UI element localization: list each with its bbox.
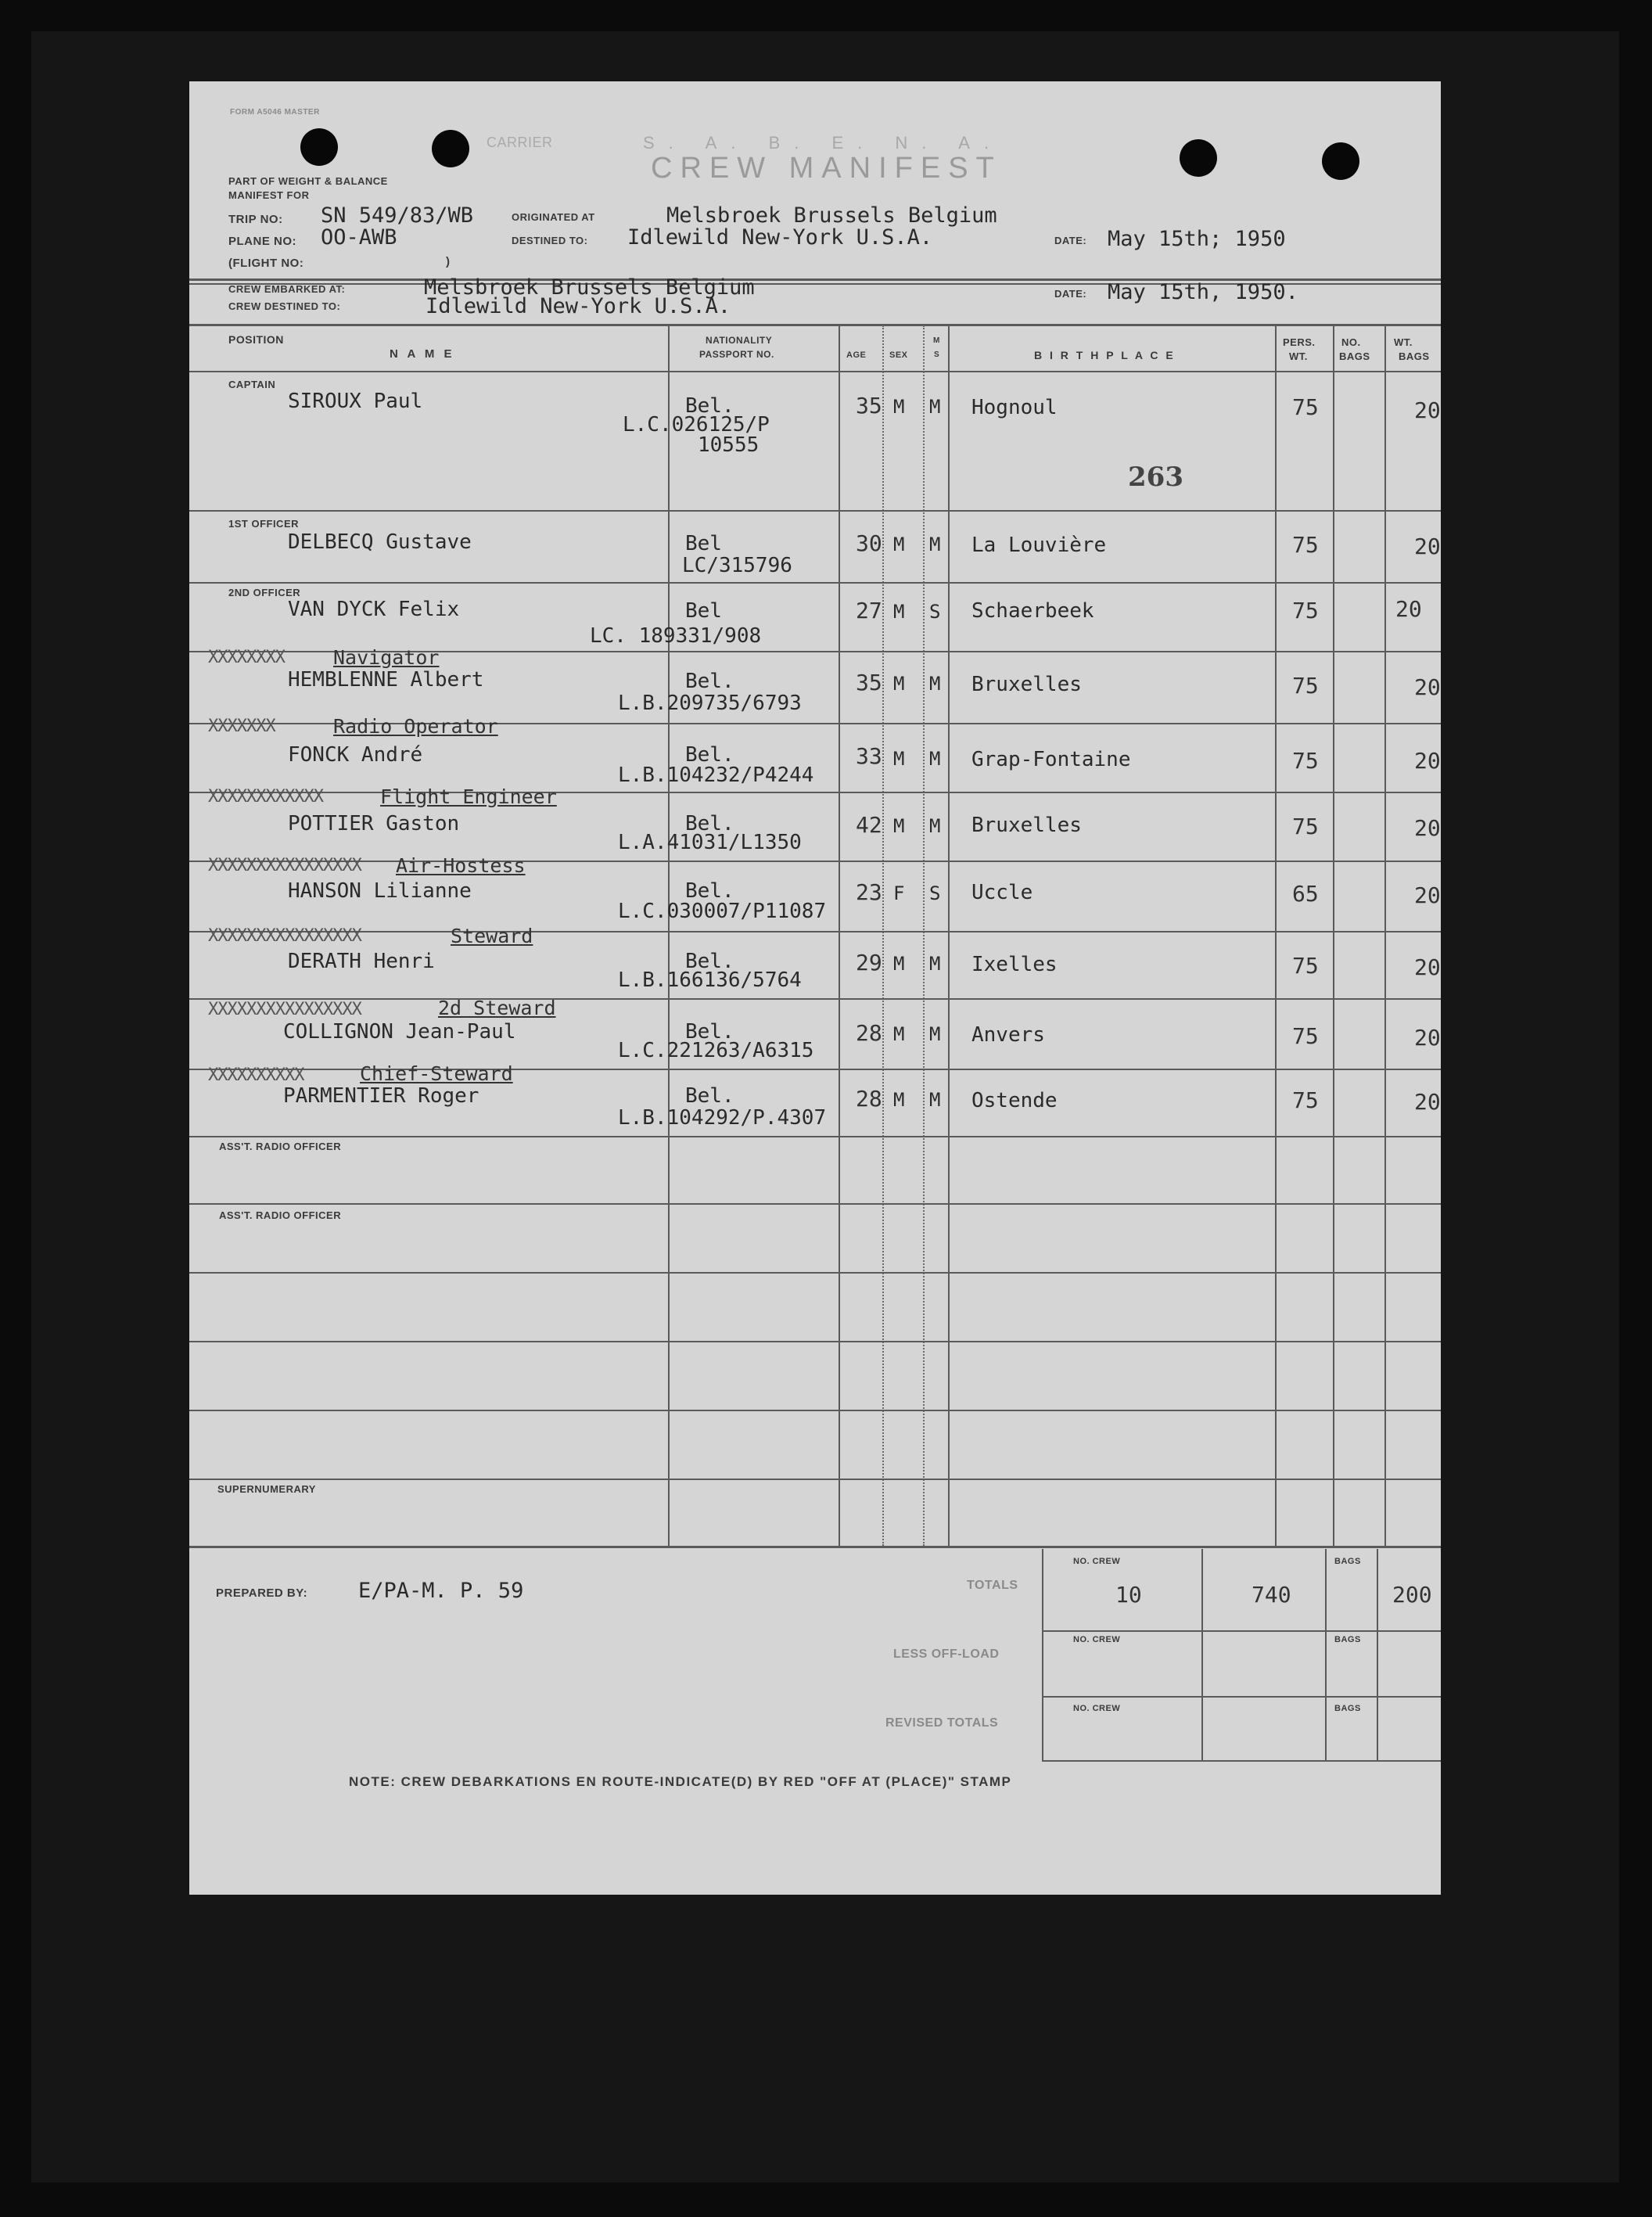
crew-destined-label: CREW DESTINED TO:	[228, 300, 341, 312]
nationality: Bel	[685, 532, 722, 555]
bags-label: BAGS	[1334, 1557, 1361, 1566]
nationality: Bel.	[685, 950, 734, 973]
row-rule	[189, 861, 1441, 862]
row-rule	[189, 792, 1441, 793]
passport: L.B.104292/P.4307	[618, 1106, 827, 1130]
trip-label: TRIP NO:	[228, 213, 283, 226]
date-value: May 15th; 1950	[1108, 227, 1286, 251]
totals-divider	[1325, 1549, 1327, 1760]
role-title: Radio Operator	[333, 715, 498, 738]
asst-radio-officer-label-2: ASS'T. RADIO OFFICER	[219, 1209, 342, 1221]
totals-label: TOTALS	[967, 1579, 1018, 1592]
row-rule	[189, 1479, 1441, 1480]
marital-status: M	[929, 534, 941, 555]
punch-hole	[1180, 139, 1217, 177]
col-birthplace: B I R T H P L A C E	[1034, 349, 1176, 361]
totals-rule	[1042, 1760, 1441, 1762]
passport: L.B.104232/P4244	[618, 764, 814, 787]
birthplace: Hognoul	[971, 396, 1058, 419]
age: 28	[856, 1020, 882, 1046]
passport: L.C.030007/P11087	[618, 900, 827, 923]
col-divider	[668, 325, 670, 1546]
birthplace: La Louvière	[971, 534, 1107, 557]
originated-label: ORIGINATED AT	[512, 211, 595, 223]
nationality: Bel	[685, 599, 722, 623]
bags-label: BAGS	[1334, 1635, 1361, 1644]
role-title: 2d Steward	[438, 997, 556, 1019]
bag-weight: 20	[1414, 815, 1441, 841]
struck-text: XXXXXXXXXXXX	[208, 787, 323, 807]
prepared-by-value: E/PA-M. P. 59	[358, 1579, 524, 1603]
marital-status: M	[929, 815, 941, 837]
col-passport: PASSPORT NO.	[699, 349, 774, 360]
birthplace: Grap-Fontaine	[971, 748, 1131, 771]
sex: M	[893, 396, 905, 418]
pers-weight: 75	[1292, 673, 1319, 699]
col-divider	[1275, 325, 1277, 1546]
col-name: N A M E	[390, 347, 455, 361]
col-wt-bags2: BAGS	[1399, 350, 1430, 362]
marital-status: M	[929, 673, 941, 695]
row-rule	[189, 1410, 1441, 1411]
col-pers-wt: WT.	[1289, 350, 1308, 362]
age: 30	[856, 530, 882, 556]
passport: L.C.026125/P	[623, 413, 770, 437]
crew-destined-value: Idlewild New-York U.S.A.	[426, 294, 731, 318]
role-title: Navigator	[333, 646, 440, 669]
role-title: Air-Hostess	[396, 854, 526, 877]
nationality: Bel.	[685, 879, 734, 903]
col-nationality: NATIONALITY	[706, 335, 773, 346]
age: 23	[856, 879, 882, 905]
marital-status: M	[929, 396, 941, 418]
nationality: Bel.	[685, 743, 734, 767]
col-sex: SEX	[889, 350, 908, 360]
totals-divider	[1377, 1549, 1378, 1760]
col-no-bags2: BAGS	[1339, 350, 1370, 362]
role-label: CAPTAIN	[228, 379, 276, 390]
col-ms-s: S	[934, 350, 940, 359]
row-rule	[189, 1272, 1441, 1274]
col-no-bags: NO.	[1341, 336, 1361, 348]
crew-name: FONCK André	[288, 743, 423, 767]
row-rule	[189, 1341, 1441, 1342]
sex: M	[893, 1023, 905, 1045]
stamp-number: 263	[1128, 462, 1183, 493]
totals-rule	[1042, 1696, 1441, 1698]
pers-weight: 75	[1292, 598, 1319, 623]
birthplace: Anvers	[971, 1023, 1045, 1047]
age: 35	[856, 670, 882, 695]
totals-divider	[1201, 1549, 1203, 1760]
crew-name: HEMBLENNE Albert	[288, 668, 484, 692]
passport: L.B.166136/5764	[618, 968, 802, 992]
sex: M	[893, 1089, 905, 1111]
nationality: Bel.	[685, 812, 734, 835]
less-offload-label: LESS OFF-LOAD	[893, 1647, 1000, 1661]
sex: M	[893, 534, 905, 555]
punch-hole	[432, 130, 469, 167]
crew-name: PARMENTIER Roger	[283, 1084, 479, 1108]
row-rule	[189, 510, 1441, 512]
col-age: AGE	[846, 350, 867, 360]
total-crew-count: 10	[1115, 1582, 1142, 1608]
header-bottom-rule	[189, 371, 1441, 372]
trip-number: SN 549/83/WB	[321, 203, 474, 228]
struck-text: XXXXXXX	[208, 717, 275, 736]
marital-status: S	[929, 882, 941, 904]
col-position: POSITION	[228, 333, 284, 346]
punch-hole	[1322, 142, 1359, 180]
role-label: 2ND OFFICER	[228, 587, 301, 598]
passport: L.A.41031/L1350	[618, 831, 802, 854]
role-label: 1ST OFFICER	[228, 518, 300, 530]
part-of-label: PART OF WEIGHT & BALANCE	[228, 175, 388, 187]
col-divider	[839, 325, 840, 1546]
sex: F	[893, 882, 905, 904]
col-wt-bags: WT.	[1394, 336, 1413, 348]
total-weight: 740	[1252, 1582, 1291, 1608]
passport: LC. 189331/908	[590, 624, 762, 648]
bags-label: BAGS	[1334, 1704, 1361, 1713]
date2-label: DATE:	[1054, 288, 1087, 300]
carrier-label: CARRIER	[487, 135, 553, 150]
age: 33	[856, 743, 882, 769]
pers-weight: 75	[1292, 1023, 1319, 1049]
originated-value: Melsbroek Brussels Belgium	[666, 203, 997, 228]
pers-weight: 75	[1292, 953, 1319, 979]
totals-divider	[1042, 1549, 1043, 1760]
sex: M	[893, 953, 905, 975]
manifest-title: CREW MANIFEST	[651, 152, 1002, 185]
plane-label: PLANE NO:	[228, 235, 296, 248]
passport: L.B.209735/6793	[618, 692, 802, 715]
crew-name: POTTIER Gaston	[288, 812, 460, 835]
col-divider	[1384, 325, 1386, 1546]
row-rule	[189, 582, 1441, 584]
crew-name: HANSON Lilianne	[288, 879, 472, 903]
plane-number: OO-AWB	[321, 225, 397, 250]
pers-weight: 75	[1292, 394, 1319, 420]
table-top-rule	[189, 324, 1441, 326]
nationality: Bel.	[685, 1084, 734, 1108]
marital-status: M	[929, 1023, 941, 1045]
sex: M	[893, 673, 905, 695]
bag-weight: 20	[1414, 1025, 1441, 1051]
supernumerary-label: SUPERNUMERARY	[217, 1483, 316, 1495]
sex: M	[893, 815, 905, 837]
age: 42	[856, 812, 882, 838]
nationality: Bel.	[685, 394, 734, 418]
birthplace: Ixelles	[971, 953, 1058, 976]
note: NOTE: CREW DEBARKATIONS EN ROUTE-INDICATE(D) BY RED "OFF AT (PLACE)" STAMP	[349, 1774, 1012, 1789]
row-rule	[189, 998, 1441, 1000]
crew-name: DERATH Henri	[288, 950, 435, 973]
date-label: DATE:	[1054, 235, 1087, 246]
flight-label: (FLIGHT NO:	[228, 257, 304, 270]
marital-status: M	[929, 748, 941, 770]
revised-totals-label: REVISED TOTALS	[885, 1716, 999, 1730]
flight-close: )	[446, 255, 451, 268]
bag-weight: 20	[1414, 882, 1441, 908]
passport: L.C.221263/A6315	[618, 1039, 814, 1062]
marital-status: M	[929, 953, 941, 975]
age: 29	[856, 950, 882, 976]
pers-weight: 75	[1292, 814, 1319, 839]
sex: M	[893, 748, 905, 770]
crew-name: COLLIGNON Jean-Paul	[283, 1020, 516, 1044]
crew-name: VAN DYCK Felix	[288, 598, 460, 621]
col-divider	[882, 325, 884, 1546]
manifest-for-label: MANIFEST FOR	[228, 189, 310, 201]
bag-weight: 20	[1414, 534, 1441, 559]
crew-manifest-sheet	[189, 81, 1441, 1895]
no-crew-label: NO. CREW	[1073, 1635, 1121, 1644]
embarked-label: CREW EMBARKED AT:	[228, 283, 346, 295]
destined-label: DESTINED TO:	[512, 235, 588, 246]
pers-weight: 75	[1292, 1087, 1319, 1113]
bag-weight: 20	[1414, 397, 1441, 423]
table-bottom-rule	[189, 1546, 1441, 1548]
bag-weight: 20	[1414, 954, 1441, 980]
row-rule	[189, 1136, 1441, 1137]
birthplace: Bruxelles	[971, 673, 1082, 696]
age: 28	[856, 1086, 882, 1112]
embarked-value: Melsbroek Brussels Belgium	[424, 275, 755, 300]
birthplace: Ostende	[971, 1089, 1058, 1112]
marital-status: S	[929, 601, 941, 623]
totals-rule	[1042, 1630, 1441, 1632]
role-title: Steward	[451, 925, 533, 947]
birthplace: Bruxelles	[971, 814, 1082, 837]
pers-weight: 75	[1292, 532, 1319, 558]
passport: LC/315796	[682, 554, 792, 577]
birthplace: Schaerbeek	[971, 599, 1094, 623]
age: 27	[856, 598, 882, 623]
date2-value: May 15th, 1950.	[1108, 280, 1298, 304]
role-title: Chief-Steward	[360, 1062, 513, 1085]
nationality: Bel.	[685, 1020, 734, 1044]
row-rule	[189, 1203, 1441, 1205]
struck-text: XXXXXXXX	[208, 648, 285, 667]
bag-weight: 20	[1414, 748, 1441, 774]
col-divider	[948, 325, 950, 1546]
age: 35	[856, 393, 882, 419]
col-divider	[1333, 325, 1334, 1546]
struck-text: XXXXXXXXXX	[208, 1065, 304, 1085]
birthplace: Uccle	[971, 881, 1033, 904]
punch-hole	[300, 128, 338, 166]
carrier-name: S. A. B. E. N. A.	[643, 133, 1004, 153]
passport-cont: 10555	[698, 433, 760, 457]
bag-weight: 20	[1414, 1089, 1441, 1115]
row-rule	[189, 931, 1441, 932]
col-ms-m: M	[933, 336, 940, 345]
prepared-by-label: PREPARED BY:	[216, 1586, 308, 1600]
struck-text: XXXXXXXXXXXXXXXX	[208, 856, 361, 875]
no-crew-label: NO. CREW	[1073, 1704, 1121, 1713]
col-pers: PERS.	[1283, 336, 1316, 348]
bag-weight: 20	[1414, 674, 1441, 700]
crew-name: SIROUX Paul	[288, 390, 423, 413]
asst-radio-officer-label: ASS'T. RADIO OFFICER	[219, 1141, 342, 1152]
bag-weight: 20	[1395, 596, 1422, 622]
no-crew-label: NO. CREW	[1073, 1557, 1121, 1566]
pers-weight: 75	[1292, 748, 1319, 774]
role-title: Flight Engineer	[380, 785, 557, 808]
marital-status: M	[929, 1089, 941, 1111]
form-number: FORM A5046 MASTER	[230, 108, 320, 117]
col-divider	[923, 325, 925, 1546]
nationality: Bel.	[685, 670, 734, 693]
destined-value: Idlewild New-York U.S.A.	[627, 225, 933, 250]
total-bags-weight: 200	[1392, 1582, 1432, 1608]
struck-text: XXXXXXXXXXXXXXXX	[208, 1000, 361, 1019]
struck-text: XXXXXXXXXXXXXXXX	[208, 926, 361, 946]
crew-name: DELBECQ Gustave	[288, 530, 472, 554]
sex: M	[893, 601, 905, 623]
pers-weight: 65	[1292, 881, 1319, 907]
